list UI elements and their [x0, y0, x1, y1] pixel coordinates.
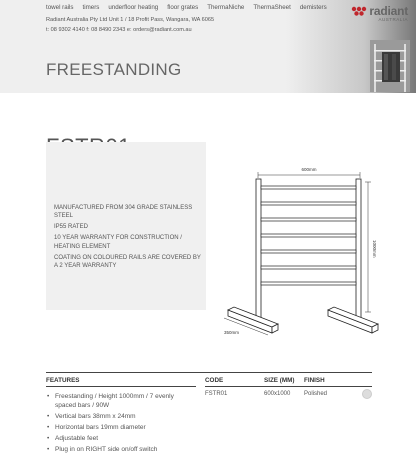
finish-swatch — [362, 389, 372, 399]
feature-item: • Vertical bars 38mm x 24mm — [46, 413, 196, 422]
spec-item: IP55 RATED — [54, 224, 88, 231]
company-contacts: t: 08 9302 4140 f: 08 8490 2343 e: orders@radiant.com.au — [46, 27, 192, 33]
company-address: Radiant Australia Pty Ltd Unit 1 / 18 Profit Pass, Wangara, WA 6065 — [46, 17, 215, 23]
size-cell: 600x1000 — [264, 391, 291, 397]
nav-towel-rails[interactable]: towel rails — [46, 4, 74, 11]
logo-mark-icon — [351, 6, 367, 16]
size-header: SIZE (MM) — [264, 377, 295, 384]
depth-dimension-label: 350mm — [224, 330, 240, 335]
spec-item: MANUFACTURED FROM 304 GRADE STAINLESS STEEL — [54, 205, 193, 220]
finish-cell: Polished — [304, 391, 328, 397]
height-dimension-label: 1000mm — [372, 240, 377, 258]
towel-rail-photo — [368, 40, 412, 92]
feature-item: • Horizontal bars 19mm diameter — [46, 424, 196, 433]
features-list — [46, 393, 196, 457]
logo-subtext: AUSTRALIA — [378, 17, 408, 22]
nav-underfloor-heating[interactable]: underfloor heating — [108, 4, 159, 11]
spec-box — [46, 142, 206, 310]
table-header-rule — [205, 386, 372, 387]
radiant-logo — [351, 4, 408, 22]
code-header: CODE — [205, 377, 224, 384]
feature-item: • Plug in on RIGHT side on/off switch — [46, 446, 196, 455]
technical-drawing — [210, 160, 386, 350]
finish-header: FINISH — [304, 377, 325, 384]
spec-list — [54, 204, 202, 273]
nav-demisters[interactable]: demisters — [299, 4, 327, 11]
features-header: FEATURES — [46, 377, 80, 384]
logo-text: radiant — [369, 4, 408, 18]
spec-item: COATING ON COLOURED RAILS ARE COVERED BY A 2 YEAR WARRANTY — [54, 254, 201, 269]
spec-item: 10 YEAR WARRANTY FOR CONSTRUCTION / HEATING ELEMENT — [54, 235, 182, 250]
code-cell: FSTR01 — [205, 391, 228, 397]
header-band — [0, 0, 416, 93]
nav-therma-sheet[interactable]: ThermaSheet — [253, 4, 291, 11]
top-nav — [46, 4, 327, 11]
nav-therma-niche[interactable]: ThermaNiche — [207, 4, 245, 11]
width-dimension-label: 600mm — [301, 167, 317, 172]
feature-item: • Freestanding / Height 1000mm / 7 evenly spaced bars / 90W — [46, 393, 196, 411]
table-top-rule — [46, 372, 372, 373]
features-rule — [46, 386, 196, 387]
nav-floor-grates[interactable]: floor grates — [167, 4, 199, 11]
nav-timers[interactable]: timers — [82, 4, 100, 11]
page-heading: FREESTANDING — [46, 60, 182, 79]
feature-item: • Adjustable feet — [46, 435, 196, 444]
